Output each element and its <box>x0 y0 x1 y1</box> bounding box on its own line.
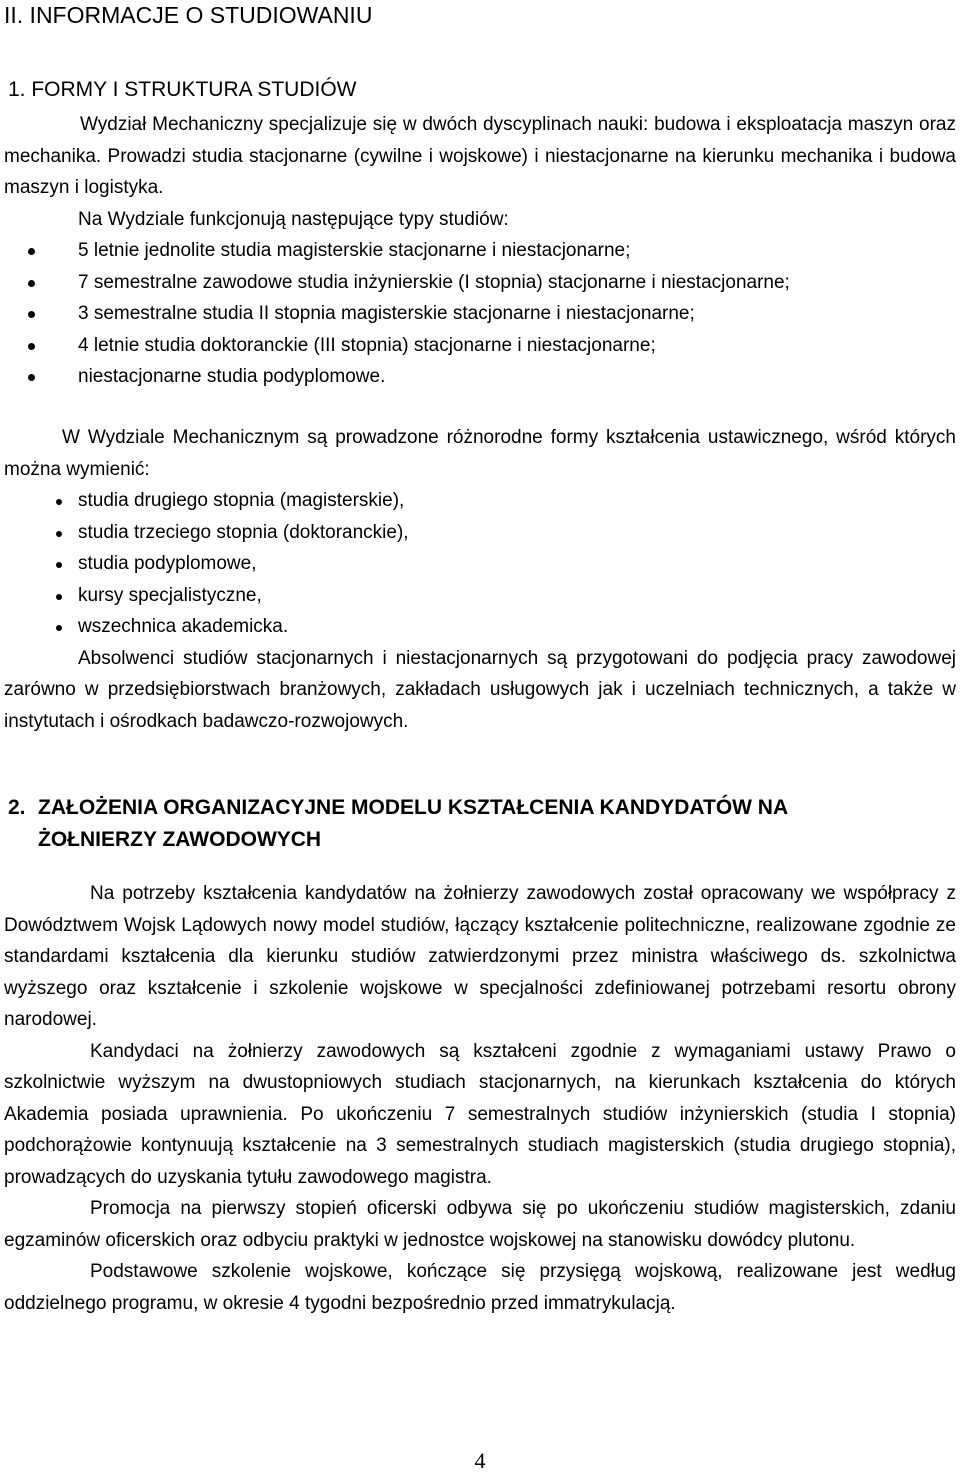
list-item: studia trzeciego stopnia (doktoranckie), <box>4 517 956 549</box>
page-number: 4 <box>474 1448 486 1473</box>
section-2-number: 2. <box>8 796 26 819</box>
section-2-paragraph: Podstawowe szkolenie wojskowe, kończące się przysięgą wojskową, realizowane jest według oddzielnego programu, w okresie 4 tygodni bezpośrednio przed immatrykulacją. <box>4 1261 956 1314</box>
list-item: 5 letnie jednolite studia magisterskie stacjonarne i niestacjonarne; <box>4 235 956 267</box>
section-1-body <box>4 109 956 393</box>
section-2-heading <box>8 792 948 856</box>
section-2-paragraph: Kandydaci na żołnierzy zawodowych są kształceni zgodnie z wymaganiami ustawy Prawo o szkolnictwie wyższym na dwustopniowych studiach stacjonarnych, na kierunkach kształcenia do których Akademia posiada uprawnienia. Po ukończeniu 7 semestralnych studiów inżynierskich (studia I stopnia) podchorążowie kontynuują kształcenie na 3 semestralnych studiach magisterskich (studia drugiego stopnia), prowadzących do uzyskania tytułu zawodowego magistra. <box>4 1040 956 1188</box>
education-forms-lead: W Wydziale Mechanicznym są prowadzone różnorodne formy kształcenia ustawicznego, wśród których można wymienić: <box>4 427 956 480</box>
study-types-lead: Na Wydziale funkcjonują następujące typy studiów: <box>78 208 509 230</box>
section-2-paragraph: Promocja na pierwszy stopień oficerski odbywa się po ukończeniu studiów magisterskich, zdaniu egzaminów oficerskich oraz odbyciu praktyki w jednostce wojskowej na stanowisku dowódcy plutonu. <box>4 1198 956 1251</box>
section-2-heading-line1: ZAŁOŻENIA ORGANIZACYJNE MODELU KSZTAŁCENIA KANDYDATÓW NA <box>38 796 789 819</box>
section-2-body <box>4 878 956 1319</box>
section-1-heading: 1. FORMY I STRUKTURA STUDIÓW <box>8 78 357 101</box>
graduates-paragraph: Absolwenci studiów stacjonarnych i niestacjonarnych są przygotowani do podjęcia pracy zawodowej zarówno w przedsiębiorstwach branżowych, zakładach usługowych jak i uczelniach technicznych, a także w instytutach i ośrodkach badawczo-rozwojowych. <box>4 647 956 732</box>
education-forms-list <box>4 485 956 643</box>
section-1-intro: Wydział Mechaniczny specjalizuje się w dwóch dyscyplinach nauki: budowa i eksploatacja maszyn oraz mechanika. Prowadzi studia stacjonarne (cywilne i wojskowe) i niestacjonarne na kierunku mechanika i budowa maszyn i logistyka. <box>4 114 956 198</box>
chapter-title: II. INFORMACJE O STUDIOWANIU <box>4 2 373 28</box>
list-item: studia podyplomowe, <box>4 548 956 580</box>
list-item: wszechnica akademicka. <box>4 611 956 643</box>
list-item: 3 semestralne studia II stopnia magisterskie stacjonarne i niestacjonarne; <box>4 298 956 330</box>
list-item: 4 letnie studia doktoranckie (III stopnia) stacjonarne i niestacjonarne; <box>4 330 956 362</box>
list-item: niestacjonarne studia podyplomowe. <box>4 361 956 393</box>
list-item: kursy specjalistyczne, <box>4 580 956 612</box>
education-forms-block <box>4 422 956 737</box>
section-2-heading-line2: ŻOŁNIERZY ZAWODOWYCH <box>38 828 322 851</box>
study-types-list <box>4 235 956 393</box>
list-item: 7 semestralne zawodowe studia inżynierskie (I stopnia) stacjonarne i niestacjonarne; <box>4 267 956 299</box>
section-2-paragraph: Na potrzeby kształcenia kandydatów na żołnierzy zawodowych został opracowany we współpracy z Dowództwem Wojsk Lądowych nowy model studiów, łączący kształcenie politechniczne, realizowane zgodnie ze standardami kształcenia dla kierunku studiów zatwierdzonymi przez ministra właściwego ds. szkolnictwa wyższego oraz kształcenie i szkolenie wojskowe w specjalności zdefiniowanej potrzebami resortu obrony narodowej. <box>4 883 956 1030</box>
list-item: studia drugiego stopnia (magisterskie), <box>4 485 956 517</box>
